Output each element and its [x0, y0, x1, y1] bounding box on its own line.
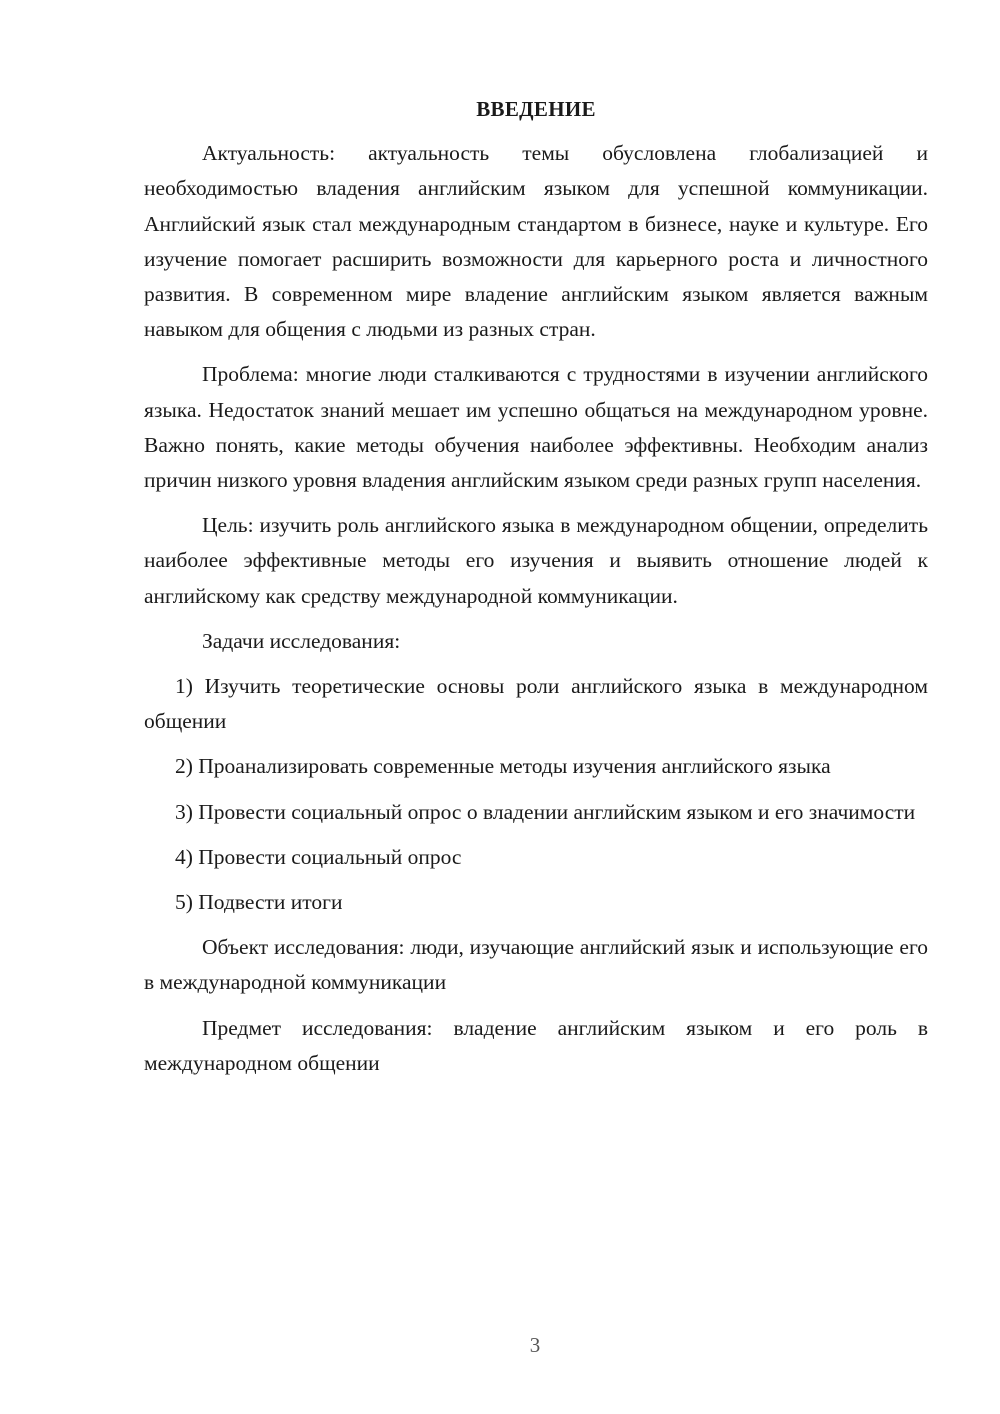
page-number: 3	[529, 1333, 541, 1357]
subject-paragraph: Предмет исследования: владение английским языком и его роль в международном общении	[144, 1015, 928, 1075]
object-paragraph: Объект исследования: люди, изучающие английский язык и использующие его в международной коммуникации	[144, 935, 928, 995]
list-item: 4) Провести социальный опрос	[175, 844, 462, 869]
list-item: 5) Подвести итоги	[175, 890, 343, 915]
tasks-list	[144, 669, 928, 920]
list-item: 1) Изучить теоретические основы роли английского языка в международном общении	[144, 674, 928, 734]
list-item: 2) Проанализировать современные методы изучения английского языка	[175, 754, 831, 779]
document-page	[144, 92, 928, 1091]
list-item: 3) Провести социальный опрос о владении английским языком и его значимости	[175, 799, 916, 824]
relevance-paragraph: Актуальность: актуальность темы обусловлена глобализацией и необходимостью владения английским языком для успешной коммуникации. Английский язык стал международным стандартом в бизнесе, науке и культуре. Его изучение помогает расширить возможности для карьерного роста и личностного развития. В современном мире владение английским языком является важным навыком для общения с людьми из разных стран.	[144, 141, 928, 342]
goal-paragraph: Цель: изучить роль английского языка в международном общении, определить наиболее эффективные методы его изучения и выявить отношение людей к английскому как средству международной коммуникации.	[144, 513, 928, 608]
page-title: ВВЕДЕНИЕ	[476, 97, 596, 121]
problem-paragraph: Проблема: многие люди сталкиваются с трудностями в изучении английского языка. Недостаток знаний мешает им успешно общаться на международном уровне. Важно понять, какие методы обучения наиболее эффективны. Необходим анализ причин низкого уровня владения английским языком среди разных групп населения.	[144, 362, 928, 493]
tasks-heading: Задачи исследования:	[202, 628, 401, 653]
